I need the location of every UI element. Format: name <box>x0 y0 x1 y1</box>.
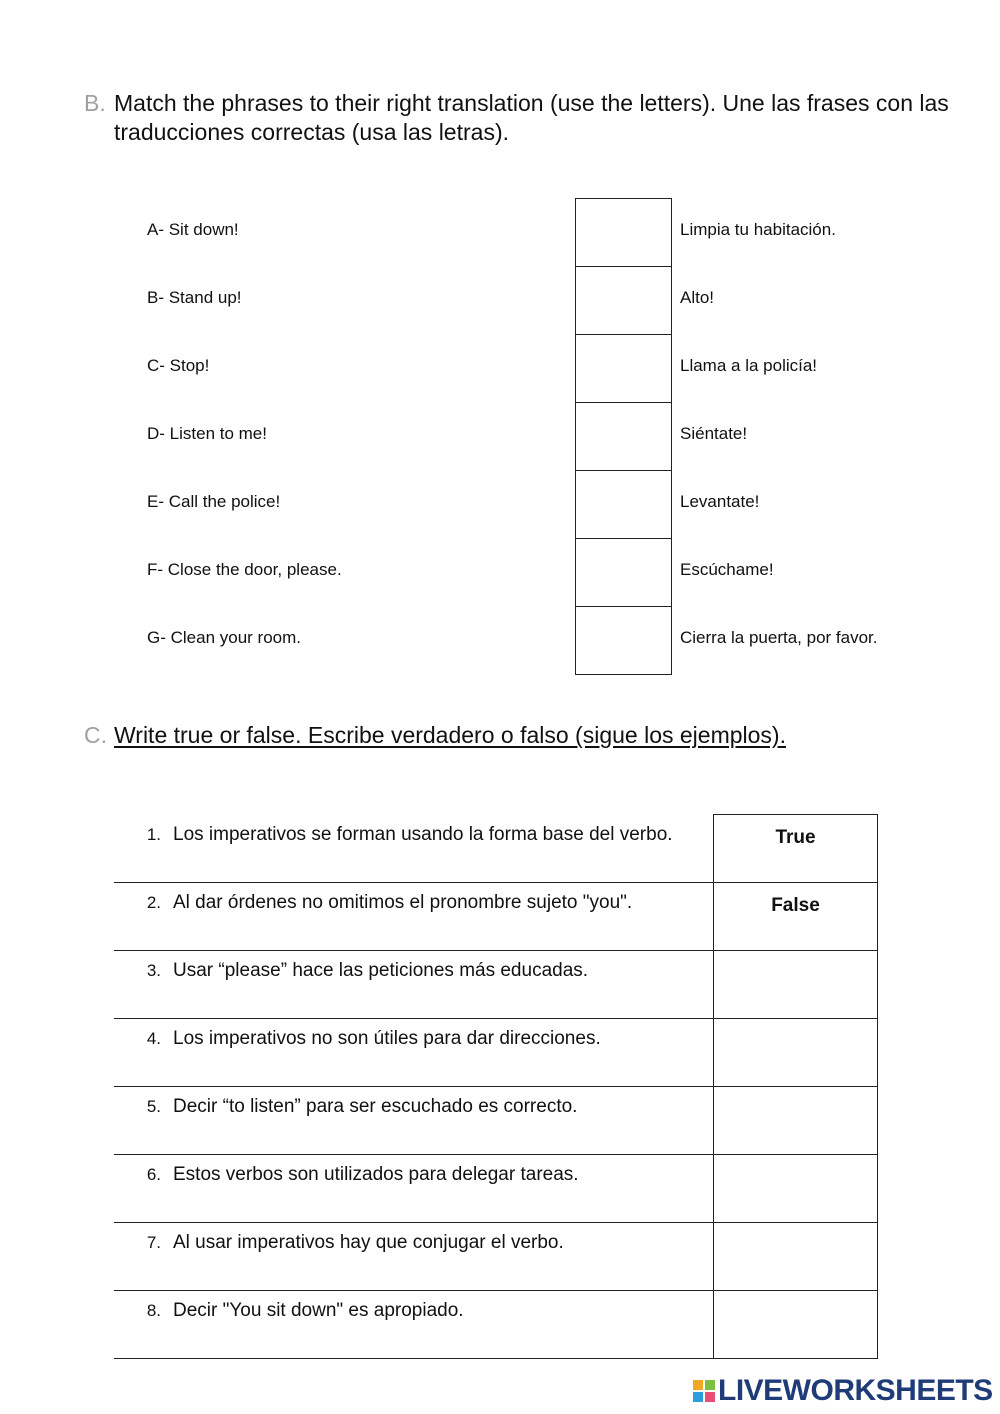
english-phrase: B- Stand up! <box>147 288 242 307</box>
statement-text: Usar “please” hace las peticiones más educadas. <box>173 960 589 981</box>
liveworksheets-logo <box>693 1376 993 1406</box>
spanish-translation: Cierra la puerta, por favor. <box>680 628 878 647</box>
table-row <box>114 1087 878 1155</box>
statement-number: 7. <box>146 1233 161 1252</box>
table-row <box>114 883 878 951</box>
statement-text: Estos verbos son utilizados para delegar tareas. <box>173 1164 579 1185</box>
statement-number: 1. <box>146 824 161 844</box>
answer-input[interactable] <box>724 1031 868 1063</box>
english-phrase: F- Close the door, please. <box>147 560 342 579</box>
section-b-instruction: Match the phrases to their right translation (use the letters). Une las frases con las traducciones correctas (usa las letras). <box>114 90 949 145</box>
spanish-translation: Levantate! <box>680 492 760 511</box>
table-row <box>114 951 878 1019</box>
english-phrase: C- Stop! <box>147 356 210 375</box>
statement-cell <box>114 1291 714 1359</box>
statement-cell <box>114 815 714 883</box>
answer-letter-input[interactable] <box>576 267 675 336</box>
section-c-heading <box>84 721 954 750</box>
statement-number: 3. <box>146 961 161 980</box>
section-b-heading <box>84 89 954 147</box>
answer-cell[interactable] <box>714 1019 878 1087</box>
answer-letter-input[interactable] <box>576 471 675 540</box>
answer-cell[interactable] <box>714 951 878 1019</box>
answer-letter-input[interactable] <box>576 403 675 472</box>
statement-number: 4. <box>146 1029 161 1048</box>
statement-text: Los imperativos no son útiles para dar direcciones. <box>173 1028 601 1049</box>
answer-letter-box[interactable] <box>575 470 672 538</box>
logo-text: LIVEWORKSHEETS <box>718 1374 993 1407</box>
table-row <box>114 1223 878 1291</box>
answer-input[interactable] <box>724 1235 868 1267</box>
answer-letter-box[interactable] <box>575 538 672 606</box>
answer-input[interactable] <box>724 1167 868 1199</box>
answer-example: False <box>714 883 878 951</box>
answer-letter-box[interactable] <box>575 606 672 675</box>
answer-cell[interactable] <box>714 1291 878 1359</box>
table-row <box>114 815 878 883</box>
statement-cell <box>114 1155 714 1223</box>
liveworksheets-logo-icon <box>693 1380 715 1402</box>
answer-input[interactable] <box>724 963 868 995</box>
spanish-translation: Llama a la policía! <box>680 356 818 375</box>
spanish-translation: Siéntate! <box>680 424 748 443</box>
statement-number: 5. <box>146 1097 161 1116</box>
answer-input[interactable] <box>724 1303 868 1335</box>
answer-cell[interactable] <box>714 1087 878 1155</box>
answer-input[interactable] <box>724 1099 868 1131</box>
spanish-translation: Escúchame! <box>680 560 774 579</box>
statement-text: Decir "You sit down" es apropiado. <box>173 1300 464 1321</box>
answer-cell[interactable] <box>714 1223 878 1291</box>
statement-number: 8. <box>146 1301 161 1320</box>
section-c-letter: C. <box>84 722 107 748</box>
english-phrase: D- Listen to me! <box>147 424 267 443</box>
statement-text: Decir “to listen” para ser escuchado es correcto. <box>173 1096 578 1117</box>
answer-cell[interactable] <box>714 1155 878 1223</box>
answer-letter-input[interactable] <box>576 335 675 404</box>
table-row <box>114 1155 878 1223</box>
english-phrase: A- Sit down! <box>147 220 239 239</box>
answer-letter-box[interactable] <box>575 402 672 470</box>
english-phrase: E- Call the police! <box>147 492 281 511</box>
answer-letter-input[interactable] <box>576 539 675 608</box>
section-c-instruction: Write true or false. Escribe verdadero o falso (sigue los ejemplos). <box>114 722 786 748</box>
english-phrase: G- Clean your room. <box>147 628 301 647</box>
statement-number: 6. <box>146 1165 161 1184</box>
table-row <box>114 1291 878 1359</box>
spanish-translation: Limpia tu habitación. <box>680 220 836 239</box>
table-row <box>114 1019 878 1087</box>
answer-letter-input[interactable] <box>576 199 675 268</box>
statement-cell <box>114 883 714 951</box>
answer-letter-box[interactable] <box>575 198 672 266</box>
spanish-translation: Alto! <box>680 288 715 307</box>
statement-text: Los imperativos se forman usando la forma base del verbo. <box>173 823 673 845</box>
section-b-letter: B. <box>84 90 106 116</box>
statement-cell <box>114 951 714 1019</box>
statement-cell <box>114 1223 714 1291</box>
statement-number: 2. <box>146 893 161 912</box>
statement-text: Al usar imperativos hay que conjugar el verbo. <box>173 1232 564 1253</box>
answer-letter-input[interactable] <box>576 607 675 676</box>
statement-cell <box>114 1087 714 1155</box>
true-false-table <box>114 814 878 1359</box>
statement-text: Al dar órdenes no omitimos el pronombre sujeto "you". <box>173 892 633 913</box>
answer-letter-box[interactable] <box>575 266 672 334</box>
answer-example: True <box>714 815 878 883</box>
statement-cell <box>114 1019 714 1087</box>
answer-letter-box[interactable] <box>575 334 672 402</box>
